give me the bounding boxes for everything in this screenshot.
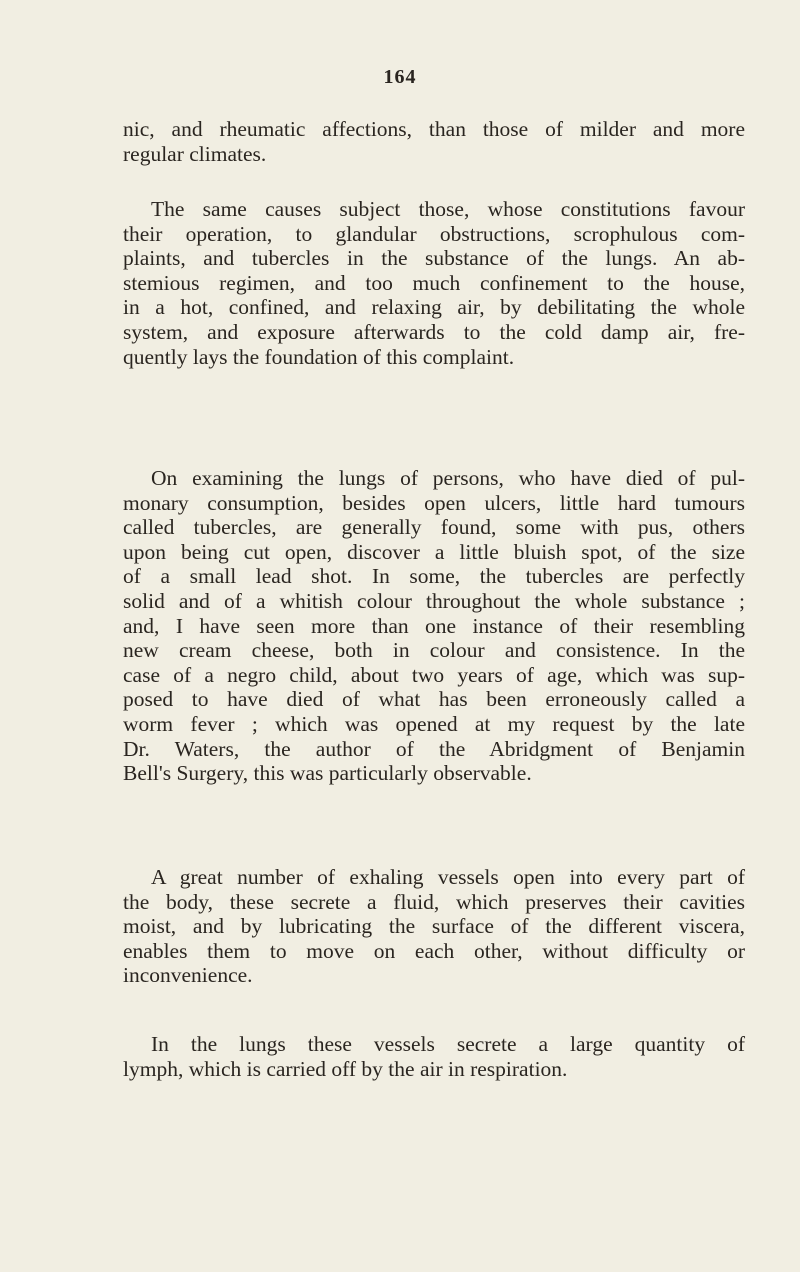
paragraph-causes <box>123 197 745 369</box>
text-line: lymph, which is carried off by the air in respiration. <box>123 1056 568 1081</box>
paragraph-continuation <box>123 117 745 166</box>
paragraph-examining-lungs <box>123 466 745 786</box>
text-line: plaints, and tubercles in the substance of the lungs. An ab- <box>123 246 745 271</box>
text-line: upon being cut open, discover a little bluish spot, of the size <box>123 539 745 564</box>
text-line: Dr. Waters, the author of the Abridgment of Benjamin <box>123 736 745 761</box>
text-line: called tubercles, are generally found, some with pus, others <box>123 515 745 540</box>
paragraph-lymph <box>123 1032 745 1081</box>
text-line: in a hot, confined, and relaxing air, by debilitating the whole <box>123 295 745 320</box>
text-line: On examining the lungs of persons, who have died of pul- <box>151 466 745 490</box>
text-line: the body, these secrete a fluid, which preserves their cavities <box>123 889 745 914</box>
text-line: Bell's Surgery, this was particularly observable. <box>123 761 532 786</box>
text-line: new cream cheese, both in colour and consistence. In the <box>123 638 745 663</box>
text-line: regular climates. <box>123 141 267 166</box>
text-line: case of a negro child, about two years of age, which was sup- <box>123 662 745 687</box>
text-line: monary consumption, besides open ulcers, little hard tumours <box>123 490 745 515</box>
text-line: A great number of exhaling vessels open into every part of <box>151 865 745 889</box>
text-line: and, I have seen more than one instance of their resembling <box>123 613 745 638</box>
text-line: quently lays the foundation of this complaint. <box>123 344 515 369</box>
text-line: inconvenience. <box>123 963 253 988</box>
text-line: of a small lead shot. In some, the tubercles are perfectly <box>123 564 745 589</box>
text-line: enables them to move on each other, without difficulty or <box>123 938 745 963</box>
text-line: posed to have died of what has been erroneously called a <box>123 687 745 712</box>
text-line: nic, and rheumatic affections, than those of milder and more <box>123 117 745 141</box>
text-line: their operation, to glandular obstructions, scrophulous com- <box>123 221 745 246</box>
text-line: worm fever ; which was opened at my request by the late <box>123 711 745 736</box>
text-line: system, and exposure afterwards to the cold damp air, fre- <box>123 319 745 344</box>
text-line: In the lungs these vessels secrete a large quantity of <box>151 1032 745 1056</box>
paragraph-exhaling-vessels <box>123 865 745 988</box>
text-line: moist, and by lubricating the surface of the different viscera, <box>123 914 745 939</box>
page-number: 164 <box>383 66 417 88</box>
text-line: stemious regimen, and too much confinement to the house, <box>123 270 745 295</box>
text-line: The same causes subject those, whose constitutions favour <box>151 197 745 221</box>
text-line: solid and of a whitish colour throughout the whole substance ; <box>123 588 745 613</box>
